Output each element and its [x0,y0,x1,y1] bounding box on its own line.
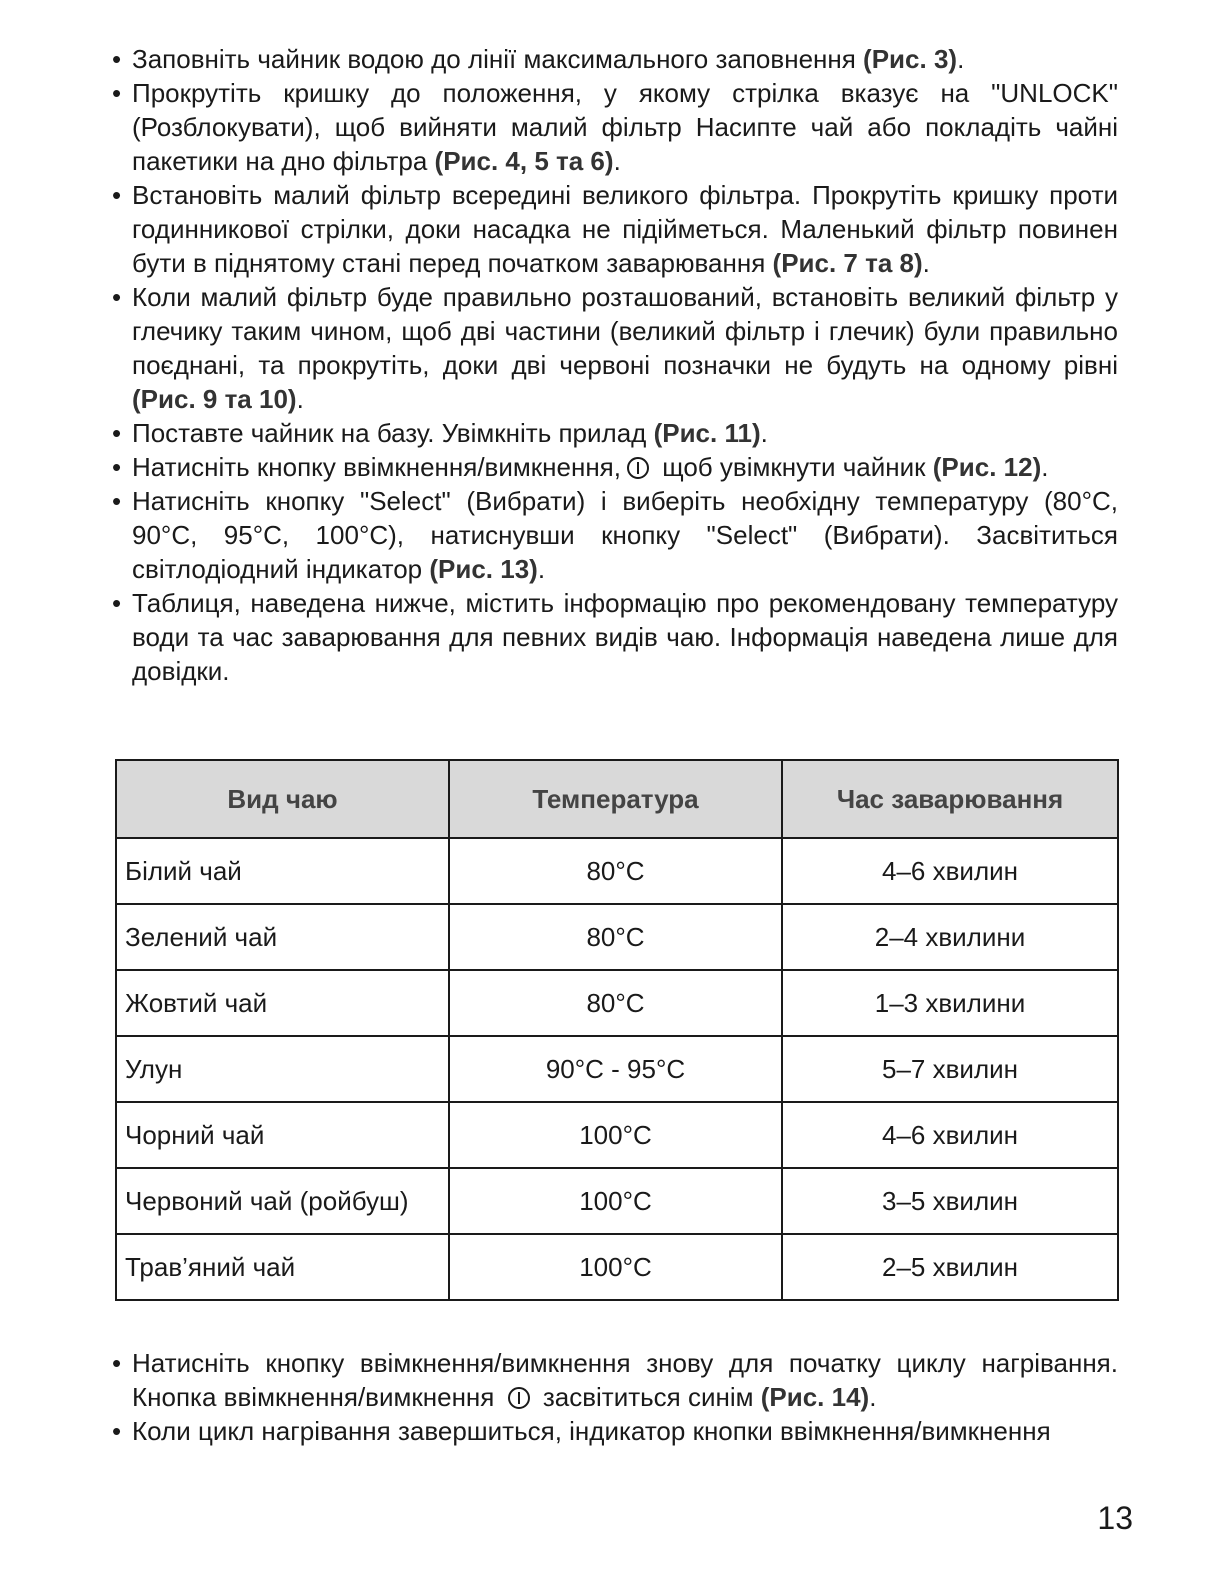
temperature-cell: 80°C [449,904,782,970]
brew-time-cell: 3–5 хвилин [782,1168,1118,1234]
list-item-text: Таблиця, наведена нижче, містить інформацію про рекомендовану температуру води та час заварювання для певних видів чаю. Інформація наведена лише для довідки. [132,588,1118,686]
bullet: • [112,588,122,618]
brew-time-cell: 1–3 хвилини [782,970,1118,1036]
list-item-text: Коли цикл нагрівання завершиться, індикатор кнопки ввімкнення/вимкнення [132,1416,1051,1446]
table-row [116,1036,1118,1102]
punctuation: . [613,146,621,176]
table-row [116,970,1118,1036]
list-item [112,280,1118,416]
column-header-temperature: Температура [449,760,782,838]
list-item-text: Прокрутіть кришку до положення, у якому стрілка вказує на "UNLOCK" (Розблокувати), щоб вийняти малий фільтр Насипте чай або покладіть чайні пакетики на дно фільтра [132,78,1118,176]
instruction-list-top [112,42,1118,688]
table-header-row [116,760,1118,838]
brew-time-cell: 5–7 хвилин [782,1036,1118,1102]
figure-ref: (Рис. 4, 5 та 6) [434,146,614,176]
tea-brewing-table [115,759,1119,1301]
list-item [112,586,1118,688]
figure-ref: (Рис. 3) [863,44,958,74]
bullet: • [112,180,122,210]
tea-type-cell: Червоний чай (ройбуш) [116,1168,449,1234]
temperature-cell: 90°C - 95°C [449,1036,782,1102]
brew-time-cell: 4–6 хвилин [782,1102,1118,1168]
table-row [116,1168,1118,1234]
list-item [112,1414,1118,1448]
temperature-cell: 100°C [449,1102,782,1168]
punctuation: . [957,44,965,74]
list-item-text: Натисніть кнопку ввімкнення/вимкнення, [132,452,621,482]
list-item [112,42,1118,76]
list-item-text: засвітиться синім [535,1382,761,1412]
figure-ref: (Рис. 9 та 10) [132,384,297,414]
temperature-cell: 100°C [449,1168,782,1234]
punctuation: . [922,248,930,278]
power-icon [508,1387,530,1409]
bullet: • [112,282,122,312]
punctuation: . [296,384,304,414]
figure-ref: (Рис. 7 та 8) [772,248,923,278]
list-item [112,450,1118,484]
column-header-tea-type: Вид чаю [116,760,449,838]
list-item-text: щоб увімкнути чайник [655,452,933,482]
punctuation: . [537,554,546,584]
figure-ref: (Рис. 12) [932,452,1042,482]
brew-time-cell: 4–6 хвилин [782,838,1118,904]
bullet: • [112,418,122,448]
list-item [112,178,1118,280]
power-icon [627,457,649,479]
list-item [112,1346,1118,1414]
table-row [116,838,1118,904]
temperature-cell: 100°C [449,1234,782,1300]
punctuation: . [1041,452,1049,482]
list-item [112,416,1118,450]
temperature-cell: 80°C [449,838,782,904]
table-row [116,1102,1118,1168]
list-item [112,76,1118,178]
bullet: • [112,1416,122,1446]
figure-ref: (Рис. 14) [760,1382,870,1412]
list-item-text: Коли малий фільтр буде правильно розташований, встановіть великий фільтр у глечику таким чином, щоб дві частини (великий фільтр і глечик) були правильно поєднані, та прокрутіть, доки дві червоні позначки не будуть на одному рівні [132,282,1118,380]
tea-type-cell: Жовтий чай [116,970,449,1036]
list-item-text: Натисніть кнопку ввімкнення/вимкнення знову для початку циклу нагрівання. Кнопка ввімкнення/вимкнення [132,1348,1118,1412]
list-item [112,484,1118,586]
figure-ref: (Рис. 11) [653,418,761,448]
table-row [116,904,1118,970]
table-row [116,1234,1118,1300]
figure-ref: (Рис. 13) [429,554,538,584]
tea-type-cell: Чорний чай [116,1102,449,1168]
list-item-text: Натисніть кнопку "Select" (Вибрати) і виберіть необхідну температуру (80°C, 90°C, 95°C, 100°C), натиснувши кнопку "Select" (Вибрати). Засвітиться світлодіодний індикатор [132,486,1118,584]
list-item-text: Встановіть малий фільтр всередині великого фільтра. Прокрутіть кришку проти годинникової стрілки, доки насадка не підійметься. Маленький фільтр повинен бути в піднятому стані перед початком заварювання [132,180,1118,278]
punctuation: . [760,418,768,448]
instruction-list-bottom [112,1346,1118,1448]
brew-time-cell: 2–5 хвилин [782,1234,1118,1300]
bullet: • [112,78,122,108]
bullet: • [112,1348,122,1378]
tea-type-cell: Зелений чай [116,904,449,970]
list-item-text: Заповніть чайник водою до лінії максимального заповнення [132,44,864,74]
bullet: • [112,452,122,482]
punctuation: . [869,1382,877,1412]
page-number: 13 [1097,1500,1133,1536]
temperature-cell: 80°C [449,970,782,1036]
tea-type-cell: Трав’яний чай [116,1234,449,1300]
brew-time-cell: 2–4 хвилини [782,904,1118,970]
bullet: • [112,44,122,74]
list-item-text: Поставте чайник на базу. Увімкніть прилад [132,418,654,448]
column-header-brew-time: Час заварювання [782,760,1118,838]
bullet: • [112,486,122,516]
tea-type-cell: Білий чай [116,838,449,904]
tea-type-cell: Улун [116,1036,449,1102]
